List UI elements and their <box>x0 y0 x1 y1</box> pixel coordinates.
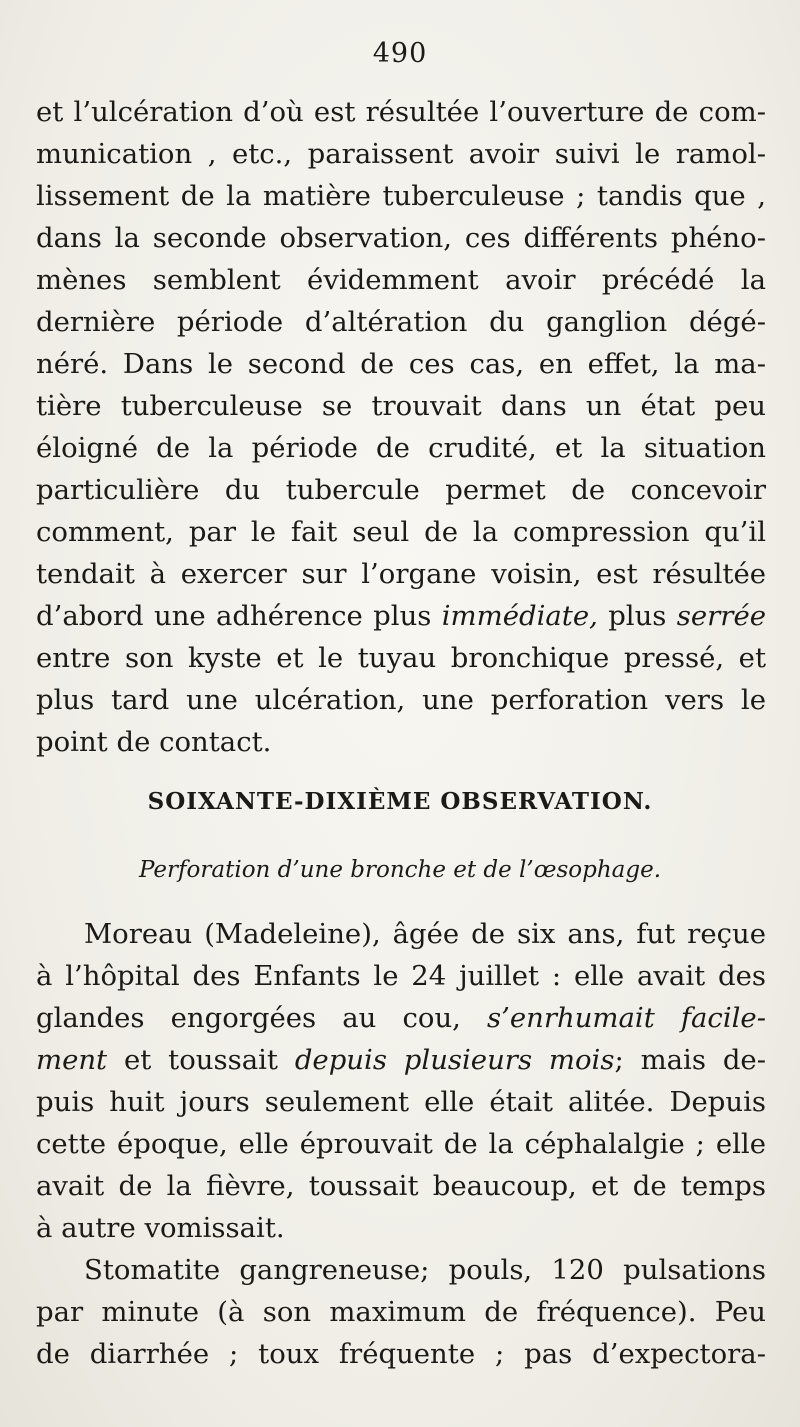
italic-text: depuis plusieurs mois <box>294 1044 615 1076</box>
text-run: glandes engorgées au cou, <box>36 1002 488 1034</box>
observation-heading: SOIXANTE-DIXIÈME OBSERVATION. <box>147 788 653 815</box>
text-line: particulière du tubercule permet de concevoir <box>36 474 766 506</box>
text-run: ; mais de- <box>614 1044 766 1076</box>
text-line: et l’ulcération d’où est résultée l’ouverture de com- <box>36 96 766 128</box>
text-run: d’abord une adhérence plus <box>36 600 442 632</box>
text-line: néré. Dans le second de ces cas, en effet, la ma- <box>36 348 766 380</box>
text-line: point de contact. <box>36 726 272 758</box>
italic-text: ment <box>36 1044 108 1076</box>
text-line: avait de la fièvre, toussait beaucoup, et de temps <box>36 1170 766 1202</box>
text-run: et toussait <box>107 1044 295 1076</box>
italic-text: s’enrhumait facile- <box>487 1002 766 1034</box>
text-line: tendait à exercer sur l’organe voisin, est résultée <box>36 558 766 590</box>
text-line: lissement de la matière tuberculeuse ; tandis que , <box>36 180 766 212</box>
text-line: Stomatite gangreneuse; pouls, 120 pulsations <box>84 1254 766 1286</box>
text-line: par minute (à son maximum de fréquence). Peu <box>36 1296 766 1328</box>
text-line: puis huit jours seulement elle était alitée. Depuis <box>36 1086 766 1118</box>
text-line: mènes semblent évidemment avoir précédé la <box>36 264 766 296</box>
text-line: Moreau (Madeleine), âgée de six ans, fut reçue <box>84 918 766 950</box>
page-number: 490 <box>372 38 428 69</box>
text-line: munication , etc., paraissent avoir suivi le ramol- <box>36 138 766 170</box>
text-line: dernière période d’altération du ganglion dégé- <box>36 306 766 338</box>
subtitle-text: Perforation d’une bronche et de l’œsophage. <box>138 857 662 883</box>
text-line: plus tard une ulcération, une perforation vers le <box>36 684 766 716</box>
text-line: entre son kyste et le tuyau bronchique pressé, et <box>36 642 766 674</box>
text-line <box>36 596 766 636</box>
observation-subtitle <box>0 852 800 888</box>
text-line <box>36 1040 766 1080</box>
text-line: comment, par le fait seul de la compression qu’il <box>36 516 766 548</box>
text-line: de diarrhée ; toux fréquente ; pas d’expectora- <box>36 1338 766 1370</box>
text-line <box>36 998 766 1038</box>
italic-text: serrée <box>676 600 766 632</box>
text-line: tière tuberculeuse se trouvait dans un état peu <box>36 390 766 422</box>
text-line: cette époque, elle éprouvait de la céphalalgie ; elle <box>36 1128 766 1160</box>
text-line: dans la seconde observation, ces différents phéno- <box>36 222 766 254</box>
text-line: à autre vomissait. <box>36 1212 285 1244</box>
italic-text: immédiate, <box>441 600 598 632</box>
text-run: plus <box>597 600 677 632</box>
text-line: éloigné de la période de crudité, et la situation <box>36 432 766 464</box>
text-line: à l’hôpital des Enfants le 24 juillet : elle avait des <box>36 960 766 992</box>
